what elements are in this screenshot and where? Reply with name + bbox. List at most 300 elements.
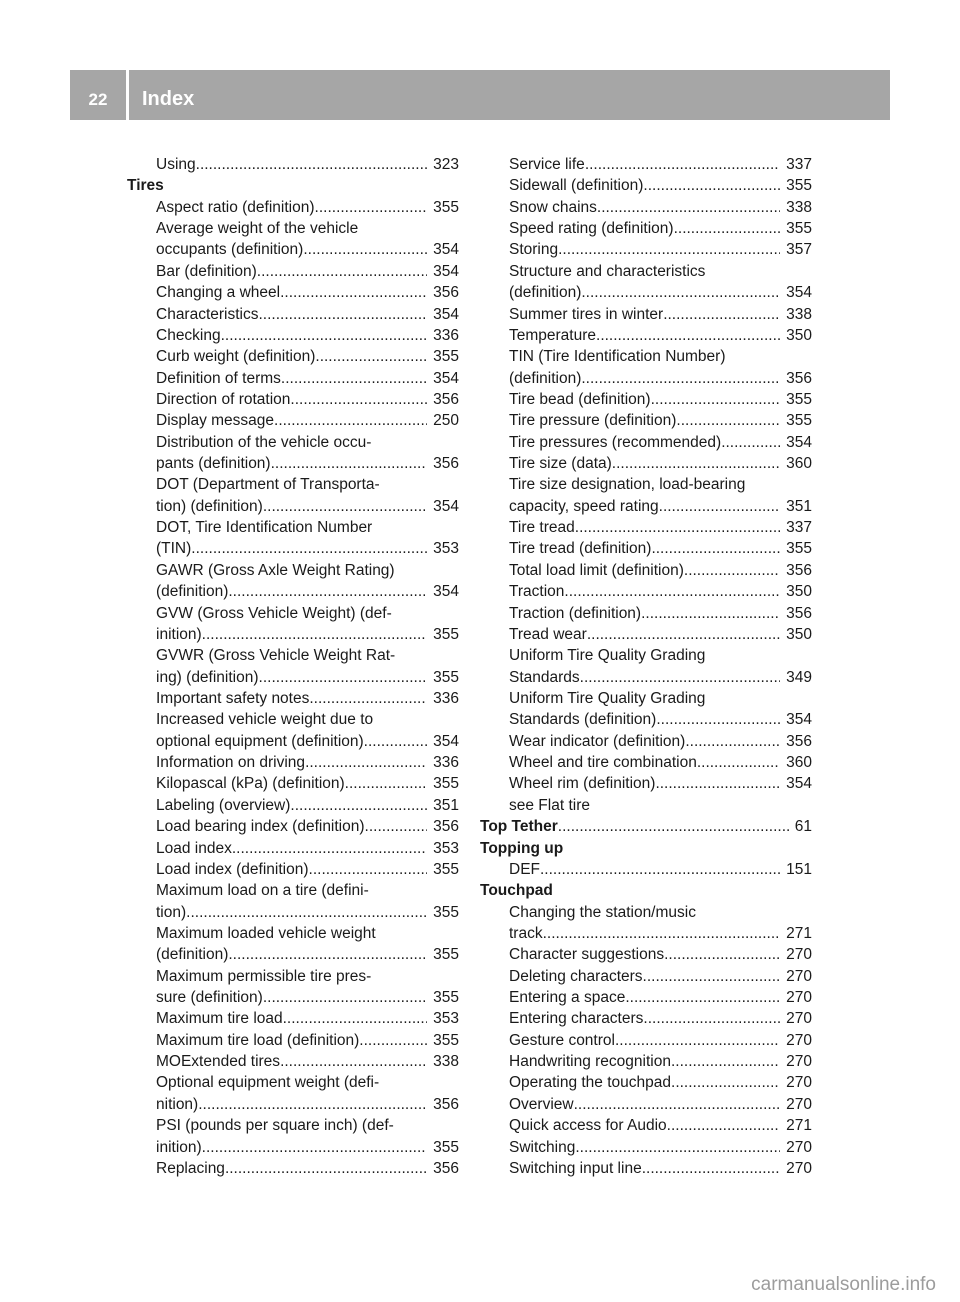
entry-text: Replacing: [156, 1159, 225, 1177]
section-title: Index: [142, 88, 195, 110]
index-entry: [480, 667, 812, 688]
entry-text: Snow chains: [509, 198, 597, 216]
dot-leader: [280, 282, 427, 303]
index-entry: [127, 1051, 459, 1072]
page-reference: 338: [786, 198, 812, 216]
page-reference: 356: [433, 1095, 459, 1113]
index-entry: [127, 517, 459, 538]
page-reference: 353: [433, 540, 459, 558]
index-heading: [127, 175, 459, 196]
entry-text: Wheel rim (definition): [509, 775, 656, 793]
entry-text: MOExtended tires: [156, 1053, 281, 1071]
index-entry: [480, 1051, 812, 1072]
page-reference: 270: [786, 1074, 812, 1092]
entry-text: Optional equipment weight (defi-: [156, 1074, 380, 1092]
page-reference: 355: [433, 775, 459, 793]
index-entry: [480, 581, 812, 602]
entry-text: Speed rating (definition): [509, 220, 674, 238]
dot-leader: [283, 1008, 428, 1029]
entry-text: Characteristics: [156, 305, 259, 323]
index-entry: [127, 688, 459, 709]
dot-leader: [263, 496, 427, 517]
index-entry: [127, 432, 459, 453]
page-reference: 355: [433, 668, 459, 686]
dot-leader: [364, 731, 427, 752]
dot-leader: [580, 667, 780, 688]
entry-text: Entering characters: [509, 1010, 644, 1028]
entry-text: Information on driving: [156, 754, 306, 772]
page-reference: 355: [786, 220, 812, 238]
entry-text: Deleting characters: [509, 967, 643, 985]
index-entry: [127, 325, 459, 346]
dot-leader: [643, 175, 780, 196]
dot-leader: [697, 752, 780, 773]
page-reference: 270: [786, 1159, 812, 1177]
index-entry: [127, 1072, 459, 1093]
entry-text: Temperature: [509, 326, 597, 344]
entry-text: TIN (Tire Identification Number): [509, 348, 726, 366]
dot-leader: [575, 1137, 780, 1158]
dot-leader: [281, 368, 427, 389]
dot-leader: [359, 1030, 427, 1051]
entry-text: Total load limit (definition): [509, 561, 684, 579]
index-entry: [127, 346, 459, 367]
entry-text: see Flat tire: [509, 796, 590, 814]
index-entry: [127, 944, 459, 965]
entry-text: Display message: [156, 412, 275, 430]
index-entry: [127, 496, 459, 517]
index-entry: [480, 773, 812, 794]
page-reference: 356: [433, 818, 459, 836]
dot-leader: [625, 987, 780, 1008]
page-reference: 354: [786, 433, 812, 451]
entry-text: Maximum tire load (definition): [156, 1031, 360, 1049]
entry-text: DOT (Department of Transporta-: [156, 476, 380, 494]
index-heading: [480, 838, 812, 859]
index-entry: [127, 795, 459, 816]
index-entry: [480, 923, 812, 944]
index-entry: [127, 304, 459, 325]
entry-text: Tire size designation, load-bearing: [509, 476, 746, 494]
page-reference: 354: [433, 583, 459, 601]
index-entry: [127, 752, 459, 773]
index-entry: [480, 902, 812, 923]
page-reference: 356: [433, 284, 459, 302]
page-reference: 360: [786, 455, 812, 473]
entry-text: Top Tether: [480, 818, 558, 836]
watermark: carmanualsonline.info: [751, 1274, 936, 1295]
index-entry: [127, 731, 459, 752]
entry-text: Using: [156, 156, 196, 173]
entry-text: DEF: [509, 860, 540, 878]
entry-text: Handwriting recognition: [509, 1053, 671, 1071]
index-entry: [127, 474, 459, 495]
page-reference: 355: [433, 1138, 459, 1156]
entry-text: Entering a space: [509, 989, 626, 1007]
index-entry: [480, 304, 812, 325]
entry-text: capacity, speed rating: [509, 497, 659, 515]
page-reference: 337: [786, 519, 812, 537]
dot-leader: [315, 197, 428, 218]
index-entry: [480, 1008, 812, 1029]
entry-text: Tire pressures (recommended): [509, 433, 722, 451]
entry-text: DOT, Tire Identification Number: [156, 519, 373, 537]
dot-leader: [574, 1094, 781, 1115]
page-reference: 354: [433, 369, 459, 387]
page-reference: 351: [786, 497, 812, 515]
page-reference: 336: [433, 326, 459, 344]
page-reference: 271: [786, 1117, 812, 1135]
page-reference: 355: [786, 412, 812, 430]
index-entry: [127, 239, 459, 260]
page-reference: 356: [433, 455, 459, 473]
index-column-left: [127, 154, 459, 1179]
dot-leader: [721, 432, 780, 453]
dot-leader: [671, 1072, 780, 1093]
page-reference: 354: [433, 732, 459, 750]
page-reference: 355: [433, 625, 459, 643]
page-reference: 270: [786, 989, 812, 1007]
dot-leader: [228, 581, 427, 602]
page-reference: 270: [786, 1010, 812, 1028]
dot-leader: [655, 773, 780, 794]
dot-leader: [642, 1158, 780, 1179]
page-reference: 355: [433, 989, 459, 1007]
page-reference: 356: [786, 732, 812, 750]
dot-leader: [667, 1115, 780, 1136]
entry-text: Aspect ratio (definition): [156, 198, 315, 216]
dot-leader: [280, 1051, 427, 1072]
index-entry: [480, 1072, 812, 1093]
entry-text: occupants (definition): [156, 241, 304, 259]
page-reference: 355: [433, 946, 459, 964]
entry-text: Topping up: [480, 839, 564, 857]
entry-text: (definition): [509, 284, 582, 302]
index-entry: [127, 773, 459, 794]
dot-leader: [221, 325, 428, 346]
index-entry: [480, 603, 812, 624]
index-entry: [127, 410, 459, 431]
index-entry: [127, 389, 459, 410]
entry-text: Important safety notes: [156, 689, 310, 707]
dot-leader: [303, 239, 427, 260]
dot-leader: [558, 239, 780, 260]
dot-leader: [543, 923, 781, 944]
index-entry: [480, 944, 812, 965]
entry-text: Gesture control: [509, 1031, 615, 1049]
dot-leader: [259, 667, 428, 688]
entry-text: Quick access for Audio: [509, 1117, 667, 1135]
dot-leader: [585, 154, 780, 175]
index-entry: [127, 1008, 459, 1029]
dot-leader: [225, 1158, 427, 1179]
index-entry: [480, 282, 812, 303]
index-entry: [127, 966, 459, 987]
page-reference: 338: [433, 1053, 459, 1071]
entry-text: Traction (definition): [509, 604, 642, 622]
entry-text: Sidewall (definition): [509, 177, 644, 195]
entry-text: Checking: [156, 326, 221, 344]
dot-leader: [671, 1051, 780, 1072]
index-entry: [127, 987, 459, 1008]
index-entry: [480, 1030, 812, 1051]
entry-text: Curb weight (definition): [156, 348, 316, 366]
dot-leader: [259, 304, 428, 325]
dot-leader: [587, 624, 780, 645]
page-reference: 360: [786, 754, 812, 772]
entry-text: Uniform Tire Quality Grading: [509, 689, 706, 707]
entry-text: GAWR (Gross Axle Weight Rating): [156, 561, 395, 579]
index-entry: [480, 859, 812, 880]
entry-text: Operating the touchpad: [509, 1074, 672, 1092]
index-heading: [480, 880, 812, 901]
page-header: [70, 70, 890, 120]
index-entry: [480, 1158, 812, 1179]
index-entry: [127, 838, 459, 859]
page-reference: 354: [786, 711, 812, 729]
dot-leader: [191, 538, 427, 559]
entry-text: Changing the station/music: [509, 903, 696, 921]
index-entry: [127, 645, 459, 666]
index-entry: [480, 175, 812, 196]
header-divider: [126, 70, 129, 120]
entry-text: Changing a wheel: [156, 284, 281, 302]
dot-leader: [615, 1030, 780, 1051]
entry-text: GVWR (Gross Vehicle Weight Rat-: [156, 647, 396, 665]
dot-leader: [274, 410, 427, 431]
page-reference: 355: [433, 348, 459, 366]
entry-text: Labeling (overview): [156, 796, 291, 814]
index-entry: [480, 1115, 812, 1136]
entry-text: inition): [156, 625, 202, 643]
dot-leader: [596, 325, 780, 346]
index-entry: [480, 410, 812, 431]
entry-text: Wheel and tire combination: [509, 754, 697, 772]
index-entry: [127, 902, 459, 923]
index-entry: [127, 1158, 459, 1179]
page-reference: 355: [433, 198, 459, 216]
dot-leader: [676, 410, 780, 431]
entry-text: Average weight of the vehicle: [156, 220, 359, 238]
page-reference: 354: [433, 241, 459, 259]
index-entry: [127, 816, 459, 837]
page-reference: 250: [433, 412, 459, 430]
index-entry: [127, 218, 459, 239]
page-reference: 270: [786, 1095, 812, 1113]
page-reference: 355: [786, 177, 812, 195]
page-reference: 351: [433, 796, 459, 814]
entry-text: Tire tread: [509, 519, 575, 537]
entry-text: tion): [156, 903, 187, 921]
entry-text: ing) (definition): [156, 668, 259, 686]
entry-text: Wear indicator (definition): [509, 732, 686, 750]
entry-text: (definition): [509, 369, 582, 387]
entry-text: sure (definition): [156, 989, 263, 1007]
page-reference: 350: [786, 625, 812, 643]
index-entry: [127, 282, 459, 303]
dot-leader: [309, 688, 427, 709]
page-reference: 353: [433, 839, 459, 857]
entry-text: Load index (definition): [156, 860, 309, 878]
dot-leader: [315, 346, 427, 367]
dot-leader: [196, 154, 427, 175]
entry-text: pants (definition): [156, 455, 271, 473]
index-entry: [480, 218, 812, 239]
index-entry: [480, 517, 812, 538]
index-entry: [127, 154, 459, 175]
page-reference: 61: [794, 818, 812, 836]
entry-text: Uniform Tire Quality Grading: [509, 647, 706, 665]
index-entry: [480, 154, 812, 175]
index-entry: [127, 709, 459, 730]
entry-text: Direction of rotation: [156, 390, 291, 408]
entry-text: optional equipment (definition): [156, 732, 364, 750]
index-entry: [480, 453, 812, 474]
dot-leader: [558, 816, 789, 837]
index-entry: [127, 667, 459, 688]
entry-text: Distribution of the vehicle occu-: [156, 433, 372, 451]
dot-leader: [271, 453, 428, 474]
dot-leader: [581, 282, 780, 303]
page-reference: 271: [786, 924, 812, 942]
entry-text: PSI (pounds per square inch) (def-: [156, 1117, 394, 1135]
dot-leader: [540, 859, 780, 880]
dot-leader: [643, 966, 781, 987]
index-entry: [480, 752, 812, 773]
page-reference: 350: [786, 326, 812, 344]
index-entry: [127, 453, 459, 474]
index-entry: [127, 538, 459, 559]
dot-leader: [674, 218, 781, 239]
index-entry: [127, 859, 459, 880]
index-entry: [127, 1137, 459, 1158]
page-number: 22: [88, 90, 108, 109]
index-entry: [480, 432, 812, 453]
index-entry: [480, 645, 812, 666]
dot-leader: [263, 987, 427, 1008]
dot-leader: [232, 838, 427, 859]
index-entry: [480, 1137, 812, 1158]
entry-text: Tire bead (definition): [509, 390, 651, 408]
index-entry: [480, 966, 812, 987]
page-reference: 354: [786, 284, 812, 302]
page-reference: 270: [786, 1138, 812, 1156]
page-reference: 270: [786, 1031, 812, 1049]
entry-text: Standards (definition): [509, 711, 657, 729]
dot-leader: [575, 517, 780, 538]
page-reference: 151: [786, 860, 812, 878]
index-entry: [480, 197, 812, 218]
entry-text: Traction: [509, 583, 565, 601]
page-reference: 338: [786, 305, 812, 323]
index-entry: [480, 474, 812, 495]
page-reference: 356: [433, 390, 459, 408]
dot-leader: [612, 453, 780, 474]
dot-leader: [290, 795, 427, 816]
index-entry: [127, 923, 459, 944]
entry-text: Summer tires in winter: [509, 305, 664, 323]
dot-leader: [684, 560, 780, 581]
index-entry: [480, 538, 812, 559]
entry-text: Maximum loaded vehicle weight: [156, 924, 376, 942]
page-reference: 270: [786, 946, 812, 964]
entry-text: tion) (definition): [156, 497, 263, 515]
dot-leader: [257, 261, 427, 282]
dot-leader: [663, 304, 780, 325]
index-entry: [127, 261, 459, 282]
entry-text: Character suggestions: [509, 946, 665, 964]
dot-leader: [651, 538, 780, 559]
entry-text: nition): [156, 1095, 199, 1113]
dot-leader: [228, 944, 427, 965]
entry-text: Tire pressure (definition): [509, 412, 677, 430]
dot-leader: [643, 1008, 780, 1029]
dot-leader: [365, 816, 428, 837]
dot-leader: [685, 731, 780, 752]
dot-leader: [581, 368, 780, 389]
entry-text: Bar (definition): [156, 262, 257, 280]
entry-text: inition): [156, 1138, 202, 1156]
index-entry: [127, 603, 459, 624]
entry-text: Kilopascal (kPa) (definition): [156, 775, 345, 793]
dot-leader: [345, 773, 427, 794]
index-entry: [480, 325, 812, 346]
page-reference: 323: [433, 156, 459, 173]
index-entry: [480, 496, 812, 517]
dot-leader: [202, 1137, 427, 1158]
entry-text: Tread wear: [509, 625, 587, 643]
index-entry: [480, 709, 812, 730]
index-entry: [480, 1094, 812, 1115]
index-column-right: [480, 154, 812, 1179]
page-reference: 354: [786, 775, 812, 793]
index-entry: [127, 560, 459, 581]
index-entry: [480, 731, 812, 752]
dot-leader: [656, 709, 780, 730]
entry-text: Structure and characteristics: [509, 262, 706, 280]
entry-text: (definition): [156, 946, 229, 964]
page-reference: 356: [786, 604, 812, 622]
page-reference: 354: [433, 305, 459, 323]
page-reference: 355: [433, 860, 459, 878]
page-reference: 356: [786, 561, 812, 579]
entry-text: Standards: [509, 668, 580, 686]
page-reference: 355: [433, 903, 459, 921]
dot-leader: [198, 1094, 427, 1115]
index-entry: [480, 624, 812, 645]
index-entry: [127, 1094, 459, 1115]
page-reference: 356: [433, 1159, 459, 1177]
dot-leader: [664, 944, 780, 965]
page-reference: 357: [786, 241, 812, 259]
page-reference: 337: [786, 156, 812, 173]
page-reference: 336: [433, 754, 459, 772]
entry-text: Increased vehicle weight due to: [156, 711, 374, 729]
entry-text: Switching: [509, 1138, 576, 1156]
dot-leader: [597, 197, 780, 218]
index-entry: [480, 688, 812, 709]
entry-text: track: [509, 924, 543, 942]
entry-text: GVW (Gross Vehicle Weight) (def-: [156, 604, 392, 622]
index-entry: [480, 795, 812, 816]
entry-text: Maximum permissible tire pres-: [156, 967, 372, 985]
page-reference: 354: [433, 262, 459, 280]
entry-text: Maximum load on a tire (defini-: [156, 882, 369, 900]
dot-leader: [564, 581, 780, 602]
index-entry: [480, 987, 812, 1008]
entry-text: Load bearing index (definition): [156, 818, 365, 836]
index-entry: [480, 261, 812, 282]
